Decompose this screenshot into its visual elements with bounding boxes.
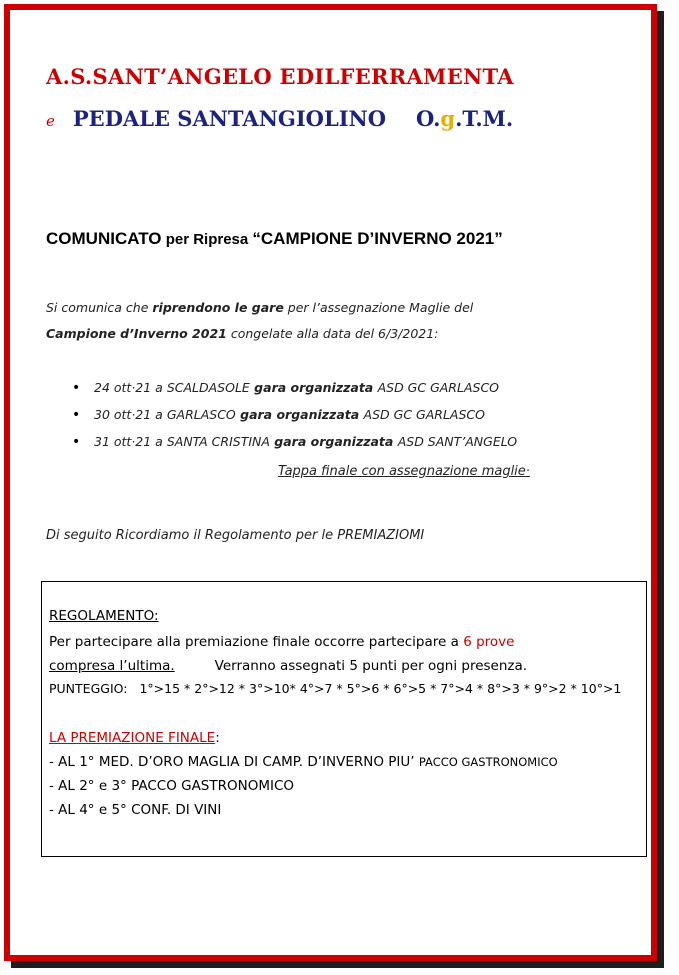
prize-heading: LA PREMIAZIONE FINALE:	[49, 730, 220, 746]
regulation-reminder: Di seguito Ricordiamo il Regolamento per le PREMIAZIOMI	[46, 528, 425, 543]
regulation-line-1: Per partecipare alla premiazione finale occorre partecipare a 6 prove	[49, 634, 515, 650]
list-item: • 24 ott·21 a SCALDASOLE gara organizzata ASD GC GARLASCO	[72, 380, 517, 407]
scoring-line: PUNTEGGIO: 1°>15 * 2°>12 * 3°>10* 4°>7 * 5°>6 * 6°>5 * 7°>4 * 8°>3 * 9°>2 * 10°>1	[49, 681, 622, 696]
header-second-line	[46, 106, 513, 131]
list-item: • 31 ott·21 a SANTA CRISTINA gara organizzata ASD SANT’ANGELO	[72, 434, 517, 461]
prize-line-2: - AL 2° e 3° PACCO GASTRONOMICO	[49, 778, 295, 794]
regulation-line-2: compresa l’ultima. Verranno assegnati 5 punti per ogni presenza.	[49, 658, 528, 674]
document-page	[4, 4, 657, 961]
intro-line-2: Campione d’Inverno 2021 congelate alla data del 6/3/2021:	[46, 326, 439, 341]
header-club-name: A.S.SANT’ANGELO EDILFERRAMENTA	[46, 64, 514, 89]
intro-line-1: Si comunica che riprendono le gare per l’assegnazione Maglie del	[46, 300, 474, 315]
header-team-name: PEDALE SANTANGIOLINO	[72, 106, 387, 131]
header-connector: e	[46, 112, 55, 130]
announcement-title: COMUNICATO per Ripresa “CAMPIONE D’INVERNO 2021”	[46, 229, 503, 248]
final-stage-note: Tappa finale con assegnazione maglie·	[278, 464, 530, 479]
regulation-heading: REGOLAMENTO:	[49, 608, 159, 624]
regulation-box	[41, 581, 647, 857]
header-ogtm-logo: O.g.T.M.	[416, 106, 514, 131]
race-list	[72, 380, 517, 461]
prize-line-3: - AL 4° e 5° CONF. DI VINI	[49, 802, 222, 818]
list-item: • 30 ott·21 a GARLASCO gara organizzata ASD GC GARLASCO	[72, 407, 517, 434]
prize-line-1: - AL 1° MED. D’ORO MAGLIA DI CAMP. D’INVERNO PIU’ PACCO GASTRONOMICO	[49, 754, 558, 770]
